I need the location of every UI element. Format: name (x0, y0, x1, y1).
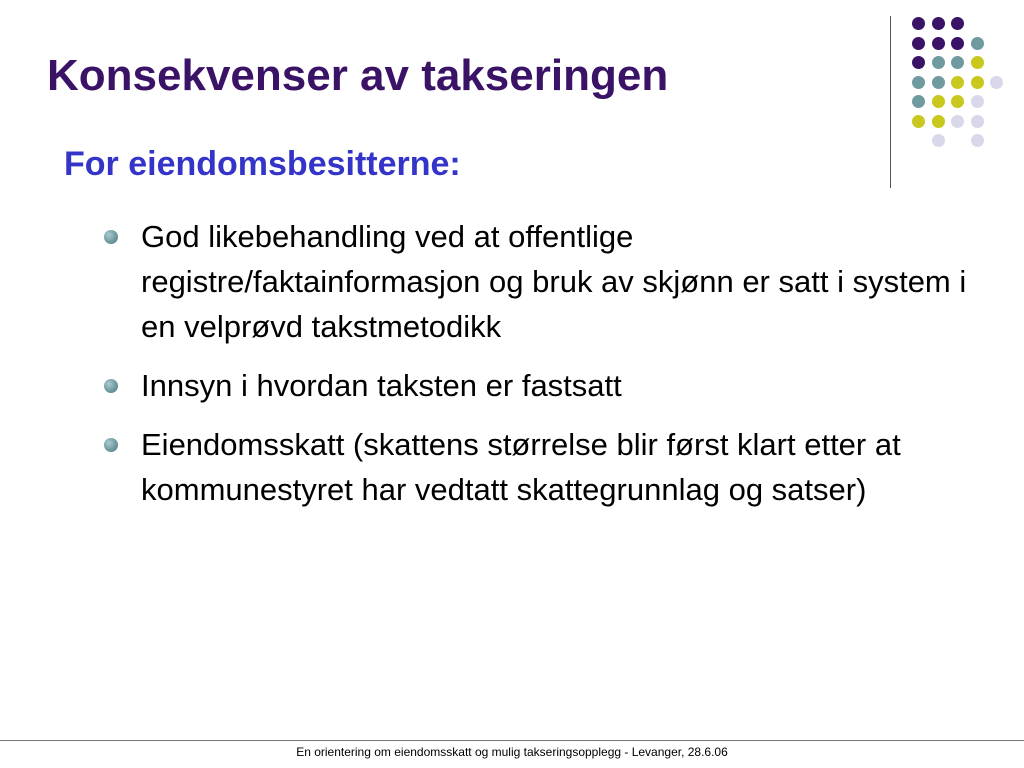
slide-subtitle: For eiendomsbesitterne: (64, 145, 461, 183)
slide-footer: En orientering om eiendomsskatt og mulig takseringsopplegg - Levanger, 28.6.06 (296, 745, 728, 759)
decorative-dot (971, 76, 984, 89)
bullet-list (100, 214, 980, 526)
bullet-item (100, 363, 980, 408)
decorative-dot (971, 134, 984, 147)
decorative-dot (971, 115, 984, 128)
decorative-dot (912, 76, 925, 89)
bullet-item (100, 422, 980, 512)
decorative-dot (971, 37, 984, 50)
decorative-dot (932, 95, 945, 108)
decorative-dot (912, 17, 925, 30)
decorative-dot (932, 56, 945, 69)
decorative-dot (932, 76, 945, 89)
footer-divider (0, 740, 1024, 741)
bullet-item (100, 214, 980, 349)
decorative-dot (951, 76, 964, 89)
slide-title: Konsekvenser av takseringen (47, 51, 669, 100)
decorative-dot (932, 17, 945, 30)
bullet-text: God likebehandling ved at offentlige registre/faktainformasjon og bruk av skjønn er satt i system i en velprøvd takstmetodikk (141, 219, 967, 344)
decorative-dot (912, 56, 925, 69)
vertical-divider (890, 16, 891, 188)
decorative-dot (932, 37, 945, 50)
bullet-text: Eiendomsskatt (skattens størrelse blir først klart etter at kommunestyret har vedtatt skattegrunnlag og satser) (141, 427, 901, 507)
decorative-dot (990, 76, 1003, 89)
bullet-dot-icon (104, 438, 118, 452)
decorative-dot (951, 95, 964, 108)
decorative-dot (971, 95, 984, 108)
decorative-dot (912, 95, 925, 108)
decorative-dot (912, 37, 925, 50)
decorative-dot (932, 134, 945, 147)
decorative-dot (951, 17, 964, 30)
bullet-text: Innsyn i hvordan taksten er fastsatt (141, 368, 622, 403)
decorative-dot (951, 37, 964, 50)
decorative-dot (951, 115, 964, 128)
decorative-dot (951, 56, 964, 69)
decorative-dot (932, 115, 945, 128)
bullet-dot-icon (104, 230, 118, 244)
decorative-dot (912, 115, 925, 128)
bullet-dot-icon (104, 379, 118, 393)
decorative-dot (971, 56, 984, 69)
